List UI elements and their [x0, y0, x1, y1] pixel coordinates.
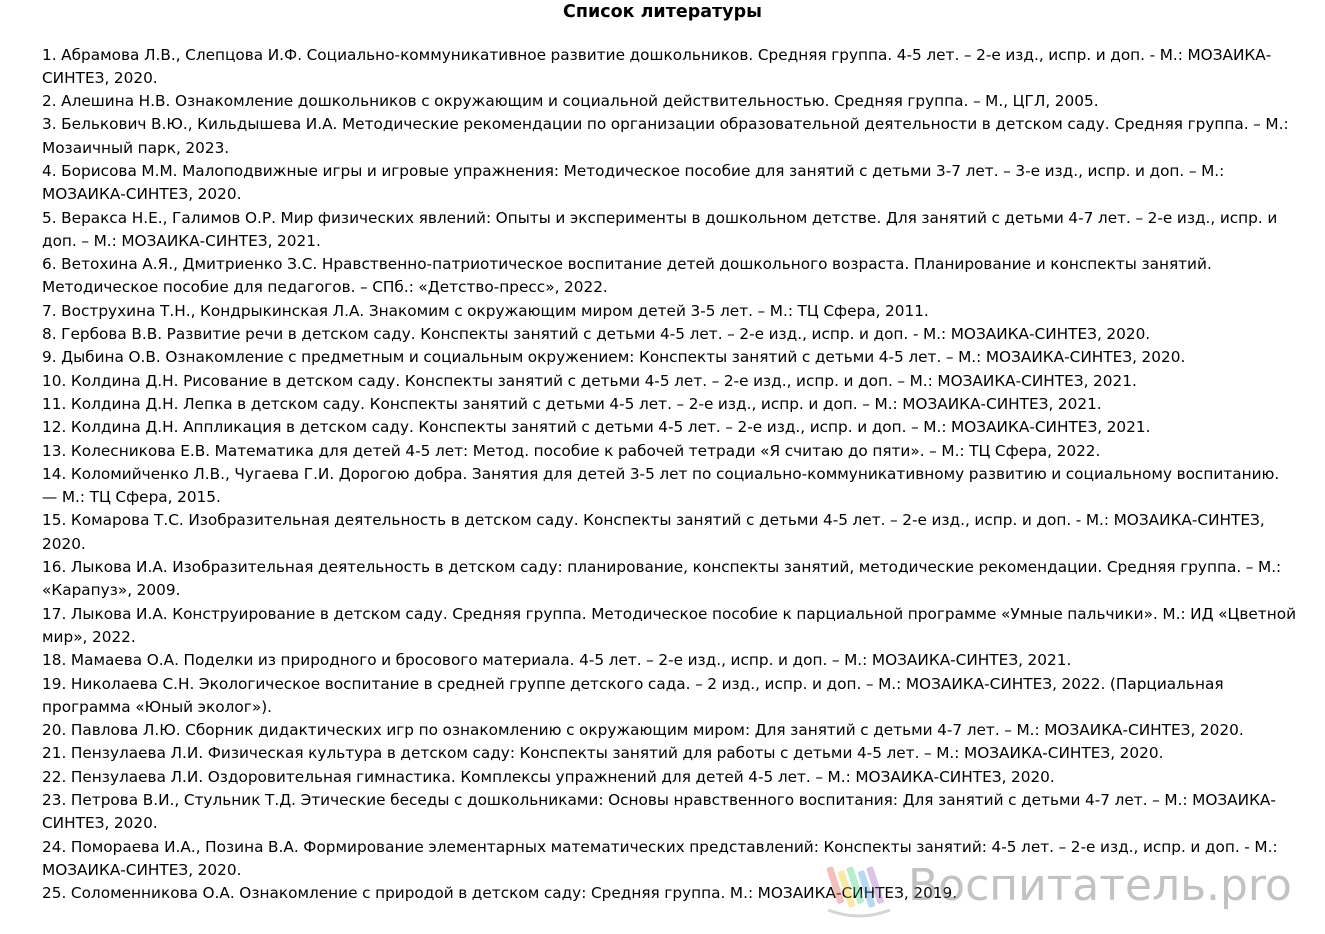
reference-entry: 20. Павлова Л.Ю. Сборник дидактических игр по ознакомлению с окружающим миром: Для занятий с детьми 4-7 лет. – М.: МОЗАИКА-СИНТЕЗ, 2020.	[42, 721, 1244, 740]
reference-entry: 21. Пензулаева Л.И. Физическая культура в детском саду: Конспекты занятий для работы с детьми 4-5 лет. – М.: МОЗАИКА-СИНТЕЗ, 2020.	[42, 744, 1164, 763]
reference-list	[42, 44, 1297, 906]
reference-entry: 18. Мамаева О.А. Поделки из природного и бросового материала. 4-5 лет. – 2-е изд., испр. и доп. – М.: МОЗАИКА-СИНТЕЗ, 2021.	[42, 651, 1072, 670]
reference-entry: 17. Лыкова И.А. Конструирование в детском саду. Средняя группа. Методическое пособие к парциальной программе «Умные пальчики». М.: ИД «Цветной мир», 2022.	[42, 604, 1297, 646]
reference-entry: 25. Соломенникова О.А. Ознакомление с природой в детском саду: Средняя группа. М.: МОЗАИКА-СИНТЕЗ, 2019.	[42, 884, 958, 903]
reference-entry: 16. Лыкова И.А. Изобразительная деятельность в детском саду: планирование, конспекты занятий, методические рекомендации. Средняя группа. – М.: «Карапуз», 2009.	[42, 558, 1282, 600]
reference-entry: 1. Абрамова Л.В., Слепцова И.Ф. Социально-коммуникативное развитие дошкольников. Средняя группа. 4-5 лет. – 2-е изд., испр. и доп. - М.: МОЗАИКА-СИНТЕЗ, 2020.	[42, 45, 1272, 87]
reference-entry: 8. Гербова В.В. Развитие речи в детском саду. Конспекты занятий с детьми 4-5 лет. – 2-е изд., испр. и доп. - М.: МОЗАИКА-СИНТЕЗ, 2020.	[42, 325, 1151, 344]
reference-entry: 11. Колдина Д.Н. Лепка в детском саду. Конспекты занятий с детьми 4-5 лет. – 2-е изд., испр. и доп. – М.: МОЗАИКА-СИНТЕЗ, 2021.	[42, 394, 1102, 413]
reference-entry: 15. Комарова Т.С. Изобразительная деятельность в детском саду. Конспекты занятий с детьми 4-5 лет. – 2-е изд., испр. и доп. - М.: МОЗАИКА-СИНТЕЗ, 2020.	[42, 511, 1265, 553]
reference-entry: 3. Белькович В.Ю., Кильдышева И.А. Методические рекомендации по организации образовательной деятельности в детском саду. Средняя группа. – М.: Мозаичный парк, 2023.	[42, 115, 1289, 157]
reference-entry: 24. Помораева И.А., Позина В.А. Формирование элементарных математических представлений: Конспекты занятий: 4-5 лет. – 2-е изд., испр. и доп. - М.: МОЗАИКА-СИНТЕЗ, 2020.	[42, 837, 1278, 879]
reference-entry: 14. Коломийченко Л.В., Чугаева Г.И. Дорогою добра. Занятия для детей 3-5 лет по социально-коммуникативному развитию и социальному воспитанию. — М.: ТЦ Сфера, 2015.	[42, 464, 1280, 507]
reference-entry: 22. Пензулаева Л.И. Оздоровительная гимнастика. Комплексы упражнений для детей 4-5 лет. – М.: МОЗАИКА-СИНТЕЗ, 2020.	[42, 767, 1055, 786]
reference-entry: 10. Колдина Д.Н. Рисование в детском саду. Конспекты занятий с детьми 4-5 лет. – 2-е изд., испр. и доп. – М.: МОЗАИКА-СИНТЕЗ, 2021.	[42, 371, 1137, 390]
reference-entry: 9. Дыбина О.В. Ознакомление с предметным и социальным окружением: Конспекты занятий с детьми 4-5 лет. – М.: МОЗАИКА-СИНТЕЗ, 2020.	[42, 348, 1186, 367]
page-title: Список литературы	[563, 2, 762, 22]
reference-entry: 19. Николаева С.Н. Экологическое воспитание в средней группе детского сада. – 2 изд., испр. и доп. – М.: МОЗАИКА-СИНТЕЗ, 2022. (Парциальная программа «Юный эколог»).	[42, 674, 1224, 716]
reference-entry: 2. Алешина Н.В. Ознакомление дошкольников с окружающим и социальной действительностью. Средняя группа. – М., ЦГЛ, 2005.	[42, 92, 1099, 111]
reference-entry: 6. Ветохина А.Я., Дмитриенко З.С. Нравственно-патриотическое воспитание детей дошкольного возраста. Планирование и конспекты занятий. Методическое пособие для педагогов. – СПб.: «Детство-пресс», 2022.	[42, 255, 1212, 297]
reference-entry: 12. Колдина Д.Н. Аппликация в детском саду. Конспекты занятий с детьми 4-5 лет. – 2-е изд., испр. и доп. – М.: МОЗАИКА-СИНТЕЗ, 2021.	[42, 418, 1151, 437]
watermark-text: Воспитатель.pro	[908, 860, 1292, 911]
reference-entry: 23. Петрова В.И., Стульник Т.Д. Этические беседы с дошкольниками: Основы нравственного воспитания: Для занятий с детьми 4-7 лет. – М.: МОЗАИКА-СИНТЕЗ, 2020.	[42, 791, 1276, 833]
reference-entry: 5. Веракса Н.Е., Галимов О.Р. Мир физических явлений: Опыты и эксперименты в дошкольном детстве. Для занятий с детьми 4-7 лет. – 2-е изд., испр. и доп. – М.: МОЗАИКА-СИНТЕЗ, 2021.	[42, 208, 1278, 250]
reference-entry: 13. Колесникова Е.В. Математика для детей 4-5 лет: Метод. пособие к рабочей тетради «Я считаю до пяти». – М.: ТЦ Сфера, 2022.	[42, 441, 1101, 460]
reference-entry: 7. Вострухина Т.Н., Кондрыкинская Л.А. Знакомим с окружающим миром детей 3-5 лет. – М.: ТЦ Сфера, 2011.	[42, 301, 929, 320]
reference-entry: 4. Борисова М.М. Малоподвижные игры и игровые упражнения: Методическое пособие для занятий с детьми 3-7 лет. – 3-е изд., испр. и доп. – М.: МОЗАИКА-СИНТЕЗ, 2020.	[42, 161, 1225, 204]
